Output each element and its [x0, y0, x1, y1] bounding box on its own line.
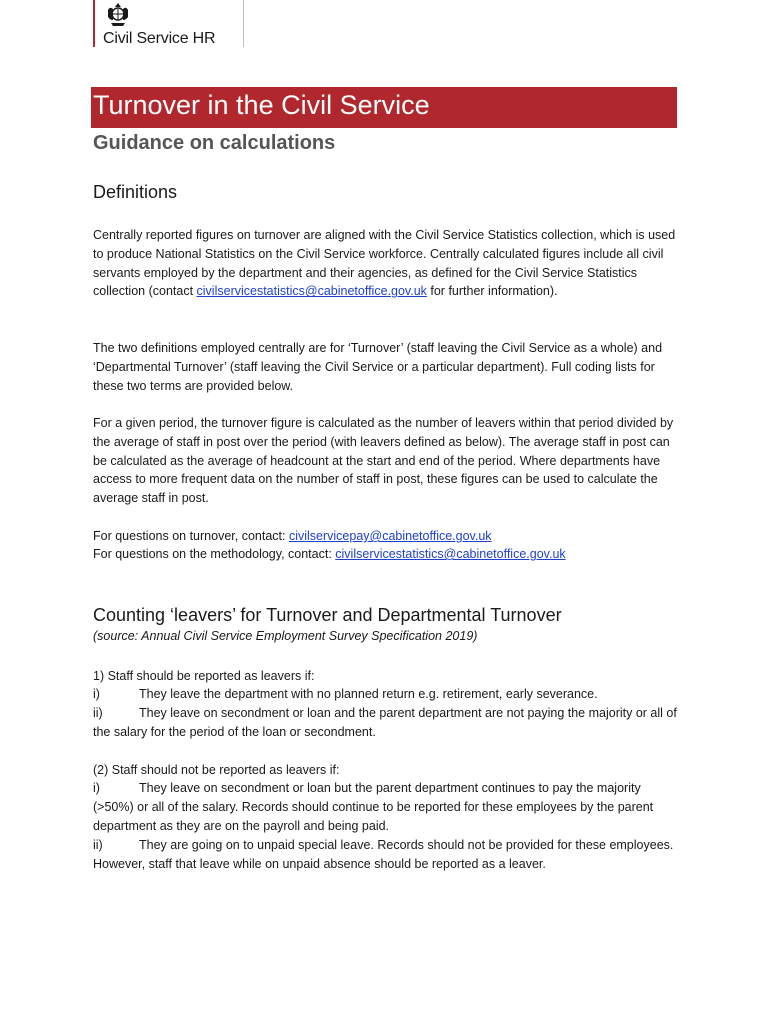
royal-coat-of-arms-icon — [105, 0, 131, 28]
pay-email-link[interactable]: civilservicepay@cabinetoffice.gov.uk — [288, 529, 492, 543]
definitions-paragraph-2: The two definitions employed centrally are for ‘Turnover’ (staff leaving the Civil Service as a whole) and ‘Departmental Turnover’ (staff leaving the Civil Service or a particular department). Full coding lists for these two terms are provided below. — [93, 341, 663, 393]
should-report-heading: 1) Staff should be reported as leavers if: — [93, 669, 315, 683]
title-band — [91, 87, 677, 128]
statistics-email-link[interactable]: civilservicestatistics@cabinetoffice.gov.uk — [196, 284, 427, 299]
contact-methodology-line — [93, 545, 566, 564]
definitions-heading: Definitions — [93, 182, 178, 202]
definitions-p1-text: Centrally reported figures on turnover are aligned with the Civil Service Statistics collection, which is used to produce National Statistics on the Civil Service workforce. Centrally calculated figures include all civil servants employed by the department and their agencies, as defined for the Civil Service Statistics collection (contact — [93, 228, 676, 299]
definitions-p1-tail: for further information). — [426, 284, 558, 299]
contact-turnover-line — [93, 527, 492, 546]
list-item-number: i) — [93, 781, 100, 795]
page-title: Turnover in the Civil Service — [93, 90, 430, 120]
list-item-number: ii) — [93, 706, 103, 720]
logo-text: Civil Service HR — [103, 30, 216, 47]
civil-service-hr-logo — [93, 0, 244, 47]
list-item-text: They leave on secondment or loan but the parent department continues to pay the majority (>50%) or all of the salary. Records should continue to be reported for these employees by the parent department as they are on the payroll and being paid. — [93, 781, 654, 833]
list-item-text: They leave the department with no planned return e.g. retirement, early severance. — [139, 687, 598, 701]
page-subtitle: Guidance on calculations — [93, 132, 336, 154]
methodology-email-link[interactable]: civilservicestatistics@cabinetoffice.gov.uk — [335, 547, 566, 561]
list-item — [93, 685, 683, 704]
contact-turnover-label: For questions on turnover, contact: — [93, 529, 289, 543]
definitions-paragraph-3: For a given period, the turnover figure is calculated as the number of leavers within that period divided by the average of staff in post over the period (with leavers defined as below). The average staff in post can be calculated as the average of headcount at the start and end of the period. Where departments have access to more frequent data on the number of staff in post, these figures can be used to calculate the average staff in post. — [93, 416, 674, 506]
list-item-number: i) — [93, 687, 100, 701]
leavers-source: (source: Annual Civil Service Employment Survey Specification 2019) — [93, 629, 478, 643]
list-item-text: They leave on secondment or loan and the parent department are not paying the majority or all of the salary for the period of the loan or secondment. — [93, 706, 677, 739]
definitions-paragraph-1 — [93, 226, 683, 301]
list-item — [93, 704, 683, 742]
contact-methodology-label: For questions on the methodology, contact: — [93, 547, 336, 561]
leavers-heading: Counting ‘leavers’ for Turnover and Departmental Turnover — [93, 605, 562, 625]
list-item — [93, 836, 683, 874]
list-item-number: ii) — [93, 838, 103, 852]
list-item-text: They are going on to unpaid special leave. Records should not be provided for these employees. However, staff that leave while on unpaid absence should be reported as a leaver. — [93, 838, 674, 871]
should-not-report-heading: (2) Staff should not be reported as leavers if: — [93, 763, 340, 777]
list-item — [93, 779, 683, 835]
